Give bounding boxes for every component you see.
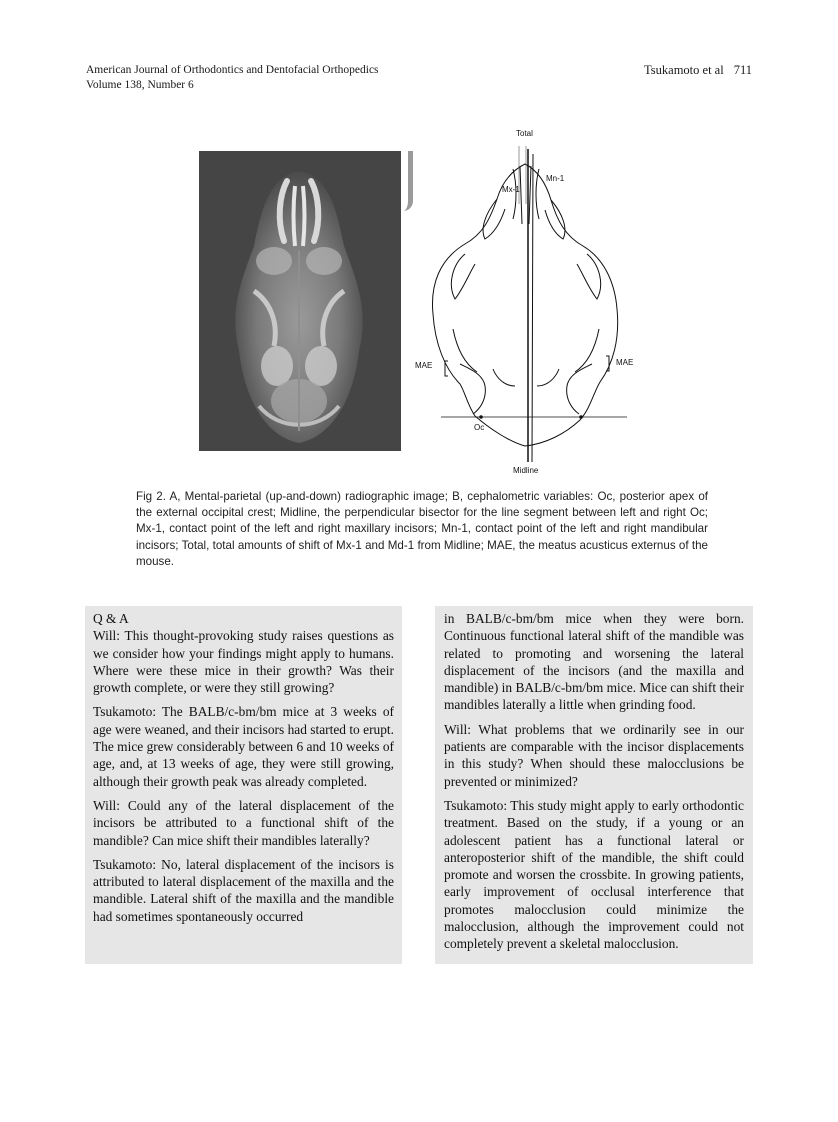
- label-mae-right: MAE: [616, 358, 634, 367]
- figure-caption: Fig 2. A, Mental-parietal (up-and-down) radiographic image; B, cephalometric variables: Oc, posterior apex of the external occipital crest; Midline, the perpendicular bisector for the line segment between left and right Oc; Mx-1, contact point of the left and right maxillary incisors; Mn-1, contact point of the left and right mandibular incisors; Total, total amounts of shift of Mx-1 and Md-1 from Midline; MAE, the meatus acusticus externus of the mouse.: [136, 490, 708, 568]
- qa-column-left: [85, 606, 402, 964]
- journal-name: American Journal of Orthodontics and Dentofacial Orthopedics: [86, 64, 379, 76]
- label-mae-left: MAE: [415, 361, 433, 370]
- label-mx1: Mx-1: [502, 185, 520, 194]
- running-header-right: [644, 63, 752, 78]
- label-oc: Oc: [474, 423, 485, 432]
- qa-title: Q & A: [93, 611, 129, 626]
- qa-column-right: [435, 606, 753, 964]
- radiograph-image: [199, 151, 401, 451]
- label-mn1: Mn-1: [546, 174, 565, 183]
- author-name: Tsukamoto et al: [644, 63, 724, 77]
- qa-paragraph: Tsukamoto: No, lateral displacement of the incisors is attributed to lateral displacement of the maxilla and the mandible. Lateral shift of the maxilla and the mandible had sometimes spontaneously occurred: [93, 856, 394, 924]
- journal-volume: Volume 138, Number 6: [86, 79, 194, 91]
- qa-paragraph: in BALB/c-bm/bm mice when they were born. Continuous functional lateral shift of the mandible was related to promoting and worsening the lateral displacement of the incisors (and the maxilla and mandible) in BALB/c-bm/bm mice. Mice can shift their mandibles laterally a little when grinding food.: [444, 611, 744, 713]
- qa-paragraph: Will: Could any of the lateral displacement of the incisors be attributed to a functional shift of the mandible? Can mice shift their mandibles laterally?: [93, 797, 394, 848]
- label-midline: Midline: [513, 466, 539, 475]
- page-number: 711: [733, 63, 752, 77]
- qa-paragraph: Will: This thought-provoking study raises questions as we consider how your findings might apply to humans. Where were these mice in their growth? Was their growth complete, or were they still growing?: [93, 628, 394, 696]
- qa-paragraph: Tsukamoto: The BALB/c-bm/bm mice at 3 weeks of age were weaned, and their incisors had started to erupt. The mice grew considerably between 6 and 10 weeks of age, and, at 13 weeks of age, they were still growing, although their growth peak was already completed.: [93, 704, 394, 789]
- label-total: Total: [516, 129, 533, 138]
- cephalometric-diagram: [405, 124, 645, 479]
- running-header-left: [86, 63, 379, 93]
- qa-paragraph: Will: What problems that we ordinarily see in our patients are comparable with the incisor displacements in this study? When should these malocclusions be prevented or minimized?: [444, 721, 744, 789]
- qa-paragraph: Tsukamoto: This study might apply to early orthodontic treatment. Based on the study, if a young or an adolescent patient has a functional lateral or anteroposterior shift of the mandible, the shift could promote and worsen the crossbite. In growing patients, early improvement of occlusal interference that promotes malocclusion could minimize the malocclusion, although the improvement could not completely prevent a skeletal malocclusion.: [444, 797, 744, 952]
